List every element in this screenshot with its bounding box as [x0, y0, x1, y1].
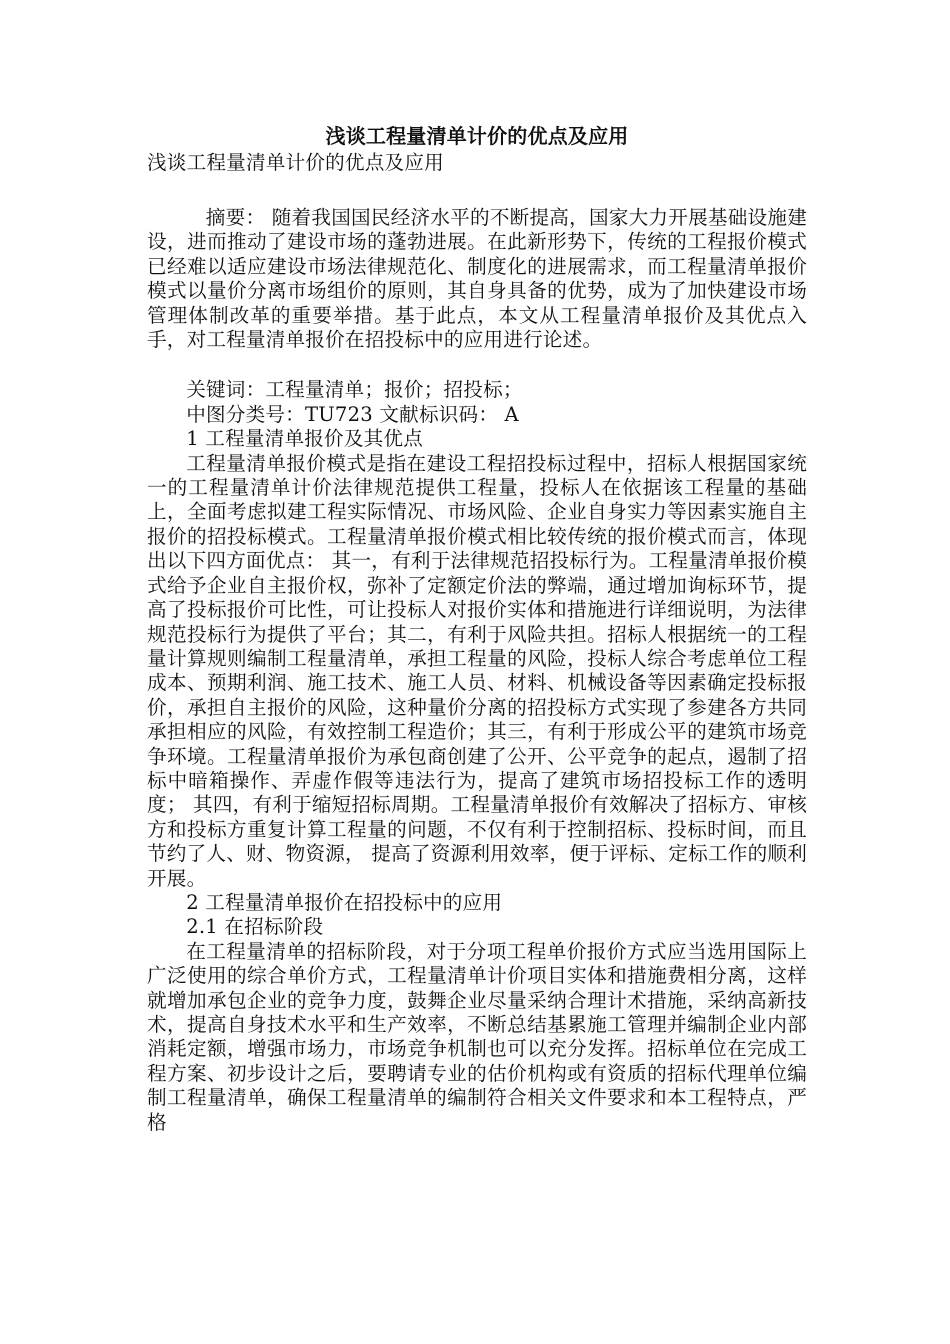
keywords-line: 关键词：工程量清单；报价；招投标；: [186, 378, 523, 402]
section-2-heading: 2 工程量清单报价在招投标中的应用: [186, 890, 503, 914]
document-title: 浅谈工程量清单计价的优点及应用: [325, 124, 629, 148]
section-1-paragraph: 工程量清单报价模式是指在建设工程招投标过程中，招标人根据国家统一的工程量清单计价法律规范提供工程量，投标人在依据该工程量的基础上，全面考虑拟建工程实际情况、市场风险、企业自身实力等因素实施自主报价的招投标模式。工程量清单报价模式相比较传统的报价模式而言，体现出以下四方面优点： 其一，有利于法律规范招投标行为。工程量清单报价模式给予企业自主报价权，弥补了定额定价法的弊端，通过增加询标环节，提高了投标报价可比性，可让投标人对报价实体和措施进行详细说明，为法律规范投标行为提供了平台；其二，有利于风险共担。招标人根据统一的工程量计算规则编制工程量清单，承担工程量的风险，投标人综合考虑单位工程成本、预期利润、施工技术、施工人员、材料、机械设备等因素确定投标报价，承担自主报价的风险，这种量价分离的招投标方式实现了参建各方共同承担相应的风险，有效控制工程造价；其三，有利于形成公平的建筑市场竞争环境。工程量清单报价为承包商创建了公开、公平竞争的起点，遏制了招标中暗箱操作、弄虚作假等违法行为，提高了建筑市场招投标工作的透明度； 其四，有利于缩短招标周期。工程量清单报价有效解决了招标方、审核方和投标方重复计算工程量的问题，不仅有利于控制招标、投标时间，而且节约了人、财、物资源， 提高了资源利用效率，便于评标、定标工作的顺利开展。: [147, 451, 807, 890]
abstract-paragraph: 摘要： 随着我国国民经济水平的不断提高，国家大力开展基础设施建设，进而推动了建设市场的蓬勃进展。在此新形势下，传统的工程报价模式已经难以适应建设市场法律规范化、制度化的进展需求，而工程量清单报价模式以量价分离市场组价的原则，其自身具备的优势，成为了加快建设市场管理体制改革的重要举措。基于此点，本文从工程量清单报价及其优点入手，对工程量清单报价在招投标中的应用进行论述。: [147, 206, 807, 352]
section-2-1-heading: 2.1 在招标阶段: [186, 915, 324, 939]
document-subtitle: 浅谈工程量清单计价的优点及应用: [147, 151, 444, 174]
section-1-heading: 1 工程量清单报价及其优点: [186, 427, 424, 451]
section-2-1-paragraph: 在工程量清单的招标阶段，对于分项工程单价报价方式应当选用国际上广泛使用的综合单价方式，工程量清单计价项目实体和措施费相分离，这样就增加承包企业的竞争力度，鼓舞企业尽量采纳合理计术措施，采纳高新技术，提高自身技术水平和生产效率，不断总结基累施工管理并编制企业内部消耗定额，增强市场力，市场竞争机制也可以充分发挥。招标单位在完成工程方案、初步设计之后，要聘请专业的估价机构或有资质的招标代理单位编制工程量清单，确保工程量清单的编制符合相关文件要求和本工程特点，严格: [147, 939, 807, 1134]
document-body: [147, 122, 807, 1135]
classification-line: 中图分类号：TU723 文献标识码： A: [186, 402, 519, 426]
